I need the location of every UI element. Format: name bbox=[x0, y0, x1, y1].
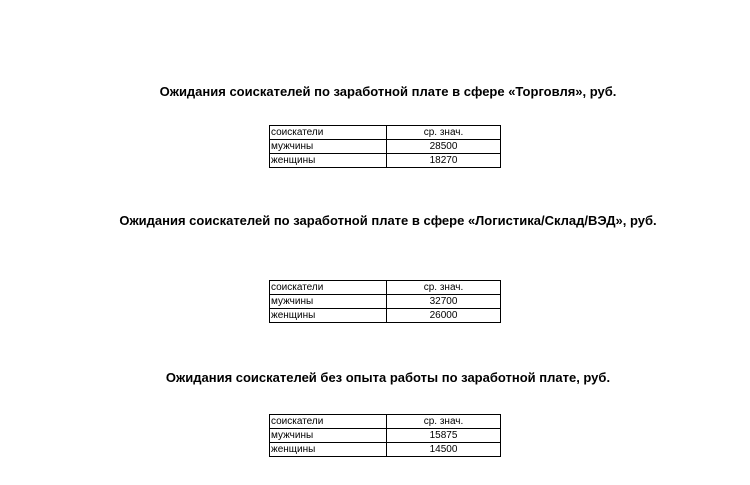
header-cell-applicants: соискатели bbox=[270, 126, 387, 140]
salary-table-trade bbox=[269, 125, 501, 168]
table-row bbox=[270, 429, 501, 443]
salary-table-logistics bbox=[269, 280, 501, 323]
row-value-men: 15875 bbox=[387, 429, 501, 443]
table-row bbox=[270, 309, 501, 323]
header-cell-average: ср. знач. bbox=[387, 415, 501, 429]
row-value-women: 26000 bbox=[387, 309, 501, 323]
header-cell-average: ср. знач. bbox=[387, 281, 501, 295]
row-value-men: 28500 bbox=[387, 140, 501, 154]
section-title-trade: Ожидания соискателей по заработной плате в сфере «Торговля», руб. bbox=[159, 84, 617, 99]
row-label-women: женщины bbox=[270, 443, 387, 457]
row-value-women: 18270 bbox=[387, 154, 501, 168]
row-value-women: 14500 bbox=[387, 443, 501, 457]
table-row bbox=[270, 295, 501, 309]
table-header-row bbox=[270, 281, 501, 295]
table-row bbox=[270, 140, 501, 154]
table-header-row bbox=[270, 415, 501, 429]
table-header-row bbox=[270, 126, 501, 140]
row-label-men: мужчины bbox=[270, 295, 387, 309]
header-cell-applicants: соискатели bbox=[270, 281, 387, 295]
section-title-logistics: Ожидания соискателей по заработной плате в сфере «Логистика/Склад/ВЭД», руб. bbox=[119, 213, 657, 228]
section-title-no-experience: Ожидания соискателей без опыта работы по заработной плате, руб. bbox=[165, 370, 611, 385]
header-cell-applicants: соискатели bbox=[270, 415, 387, 429]
salary-table-no-experience bbox=[269, 414, 501, 457]
row-value-men: 32700 bbox=[387, 295, 501, 309]
row-label-women: женщины bbox=[270, 309, 387, 323]
table-row bbox=[270, 154, 501, 168]
row-label-men: мужчины bbox=[270, 140, 387, 154]
table-row bbox=[270, 443, 501, 457]
row-label-women: женщины bbox=[270, 154, 387, 168]
header-cell-average: ср. знач. bbox=[387, 126, 501, 140]
row-label-men: мужчины bbox=[270, 429, 387, 443]
